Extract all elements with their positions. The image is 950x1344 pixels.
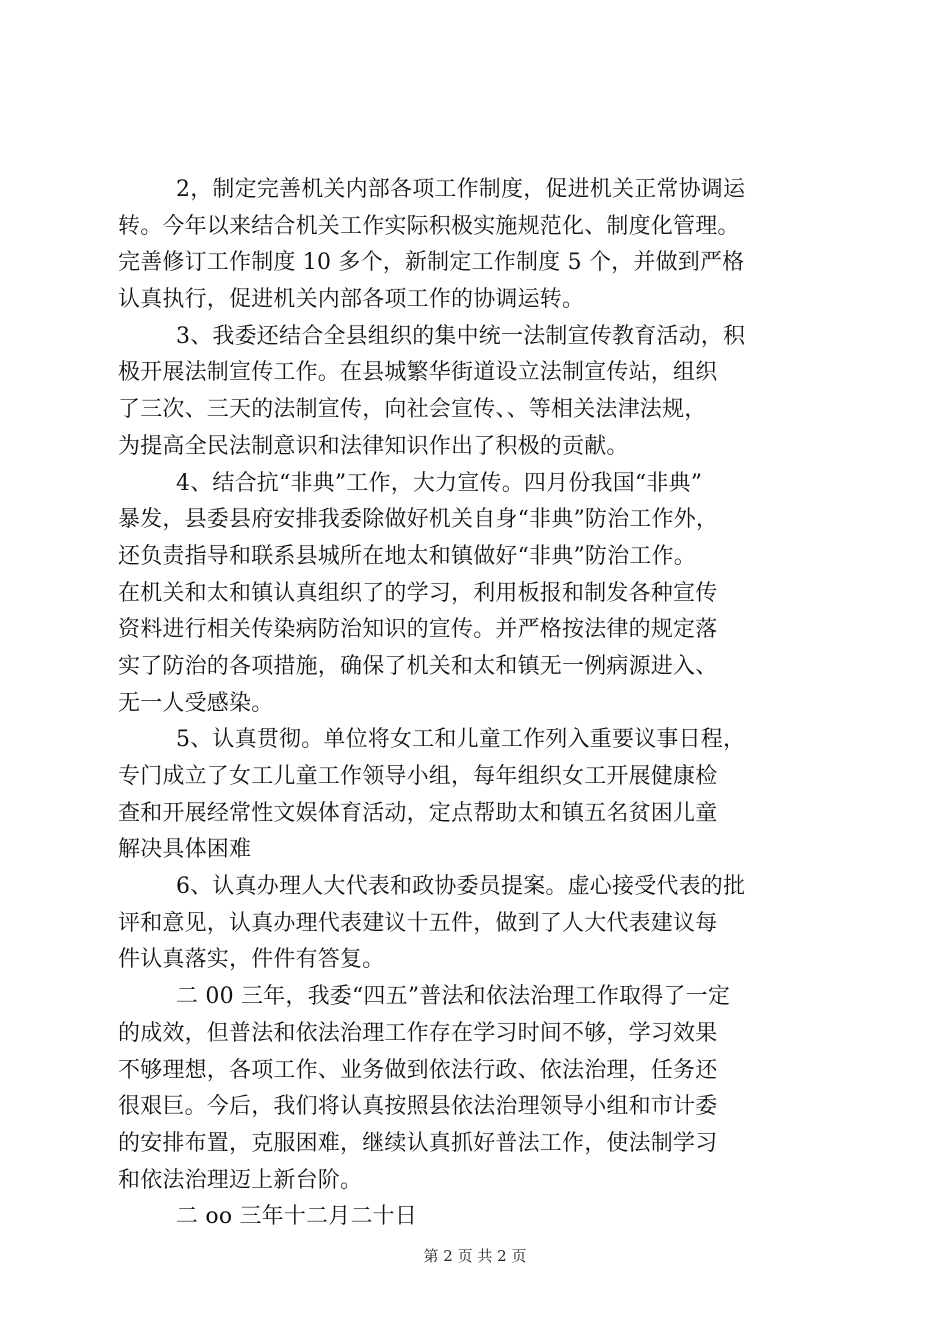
text-line: 评和意见，认真办理代表建议十五件，做到了人大代表建议每	[118, 910, 718, 936]
text-line: 和依法治理迈上新台阶。	[118, 1167, 363, 1193]
text-line: 解决具体困难	[118, 837, 252, 863]
text-line: 件认真落实，件件有答复。	[118, 947, 385, 973]
text-line: 实了防治的各项措施，确保了机关和太和镇无一例病源进入、	[118, 653, 718, 679]
text-line: 暴发，县委县府安排我委除做好机关自身“非典”防治工作外，	[118, 507, 719, 533]
page-footer: 第 2 页 共 2 页	[423, 1247, 527, 1265]
text-line: 二 oo 三年十二月二十日	[176, 1204, 418, 1230]
text-line: 不够理想，各项工作、业务做到依法行政、依法治理，任务还	[118, 1057, 718, 1083]
text-line: 认真执行，促进机关内部各项工作的协调运转。	[118, 287, 585, 313]
text-line: 还负责指导和联系县城所在地太和镇做好“非典”防治工作。	[118, 543, 696, 569]
text-line: 完善修订工作制度 10 多个，新制定工作制度 5 个，并做到严格	[118, 250, 745, 276]
text-line: 无一人受感染。	[118, 690, 274, 716]
text-line: 6、认真办理人大代表和政协委员提案。虚心接受代表的批	[176, 874, 746, 900]
text-line: 为提高全民法制意识和法律知识作出了积极的贡献。	[118, 433, 629, 459]
text-line: 了三次、三天的法制宣传，向社会宣传、、等相关法津法规，	[118, 397, 707, 423]
document-body	[118, 172, 838, 1236]
text-line: 很艰巨。今后，我们将认真按照县依法治理领导小组和市计委	[118, 1094, 718, 1120]
text-line: 极开展法制宣传工作。在县城繁华街道设立法制宣传站，组织	[118, 360, 718, 386]
text-line: 4、结合抗“非典”工作，大力宣传。四月份我国“非典”	[176, 470, 703, 496]
text-line: 5、认真贯彻。单位将女工和儿童工作列入重要议事日程，	[176, 727, 746, 753]
text-line: 的成效，但普法和依法治理工作存在学习时间不够，学习效果	[118, 1020, 718, 1046]
text-line: 2，制定完善机关内部各项工作制度，促进机关正常协调运	[176, 177, 746, 202]
text-line: 查和开展经常性文娱体育活动，定点帮助太和镇五名贫困儿童	[118, 800, 718, 826]
text-line: 专门成立了女工儿童工作领导小组，每年组织女工开展健康检	[118, 764, 718, 789]
text-line: 在机关和太和镇认真组织了的学习，利用板报和制发各种宣传	[118, 580, 718, 606]
text-line: 二 00 三年，我委“四五”普法和依法治理工作取得了一定	[176, 984, 731, 1010]
text-line: 的安排布置，克服困难，继续认真抓好普法工作，使法制学习	[118, 1130, 718, 1156]
text-line: 转。今年以来结合机关工作实际积极实施规范化、制度化管理。	[118, 213, 740, 239]
text-line: 3、我委还结合全县组织的集中统一法制宣传教育活动，积	[176, 323, 746, 349]
text-line: 资料进行相关传染病防治知识的宣传。并严格按法律的规定落	[118, 617, 718, 643]
